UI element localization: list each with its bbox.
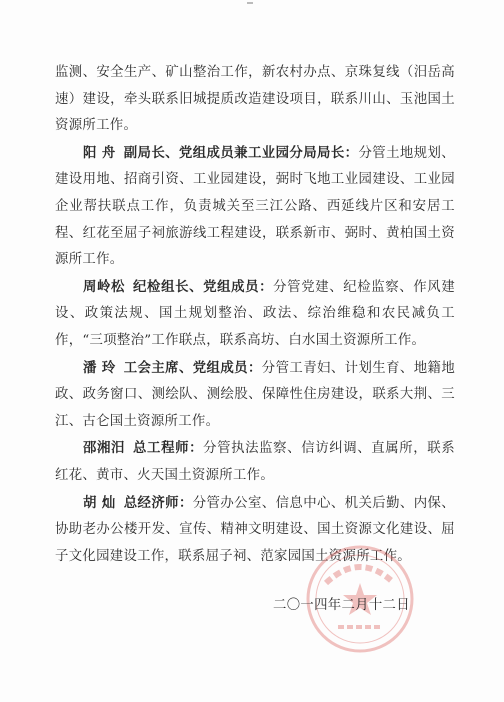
official-title: 副局长、党组成员兼工业园分局局长： — [123, 144, 359, 161]
official-duties: 分管办公室、信息中心、机关后勤、内保、协助老办公楼开发、宣传、精神文明建设、国土资源文化建设、屈子文化园建设工作，联系屈子祠、范家园国土资源所工作。 — [55, 495, 456, 564]
official-duties: 分管党建、纪检监察、作风建设、政策法规、国土规划整治、政法、综治维稳和农民减负工作，“三项整治”工作联点，联系高坊、白水国土资源所工作。 — [55, 279, 456, 348]
official-duties: 分管土地规划、建设用地、招商引资、工业园建设，弼时飞地工业园建设、工业园企业帮扶联点工作，负责城关至三江公路、西延线片区和安居工程、红花至屈子祠旅游线工程建设，联系新市、弼时、黄柏国土资源所工作。 — [55, 145, 455, 268]
official-duties: 分管执法监察、信访纠调、直属所，联系红花、黄市、火天国土资源所工作。 — [55, 441, 456, 483]
document-date: 二〇一四年二月十二日 — [273, 598, 410, 613]
official-title: 工会主席、党组成员： — [123, 359, 262, 376]
continuation-paragraph: 监测、安全生产、矿山整治工作，新农村办点、京珠复线（汨岳高速）建设，牵头联系旧城提质改造建设项目，联系川山、玉池国土资源所工作。 — [55, 65, 455, 134]
official-name: 胡 灿 — [83, 494, 116, 511]
official-title: 总经济师： — [123, 494, 193, 511]
official-paragraph-shaoxiangmi — [55, 435, 455, 489]
official-paragraph-panling — [55, 355, 455, 436]
official-name: 潘 玲 — [83, 359, 116, 376]
official-paragraph-yangzhou — [55, 140, 455, 274]
official-name: 邵湘汨 — [83, 440, 126, 457]
scan-mark — [247, 2, 253, 4]
official-title: 纪检组长、党组成员： — [133, 278, 274, 295]
document-body — [55, 60, 455, 570]
official-name: 阳 舟 — [83, 144, 116, 161]
official-paragraph-zhoulingsong — [55, 274, 455, 355]
official-title: 总工程师： — [133, 440, 204, 457]
official-duties: 分管工青妇、计划生育、地籍地政、政务窗口、测绘队、测绘股、保障性住房建设，联系大荆、三江、古仑国土资源所工作。 — [55, 360, 456, 429]
official-name: 周岭松 — [83, 278, 126, 295]
